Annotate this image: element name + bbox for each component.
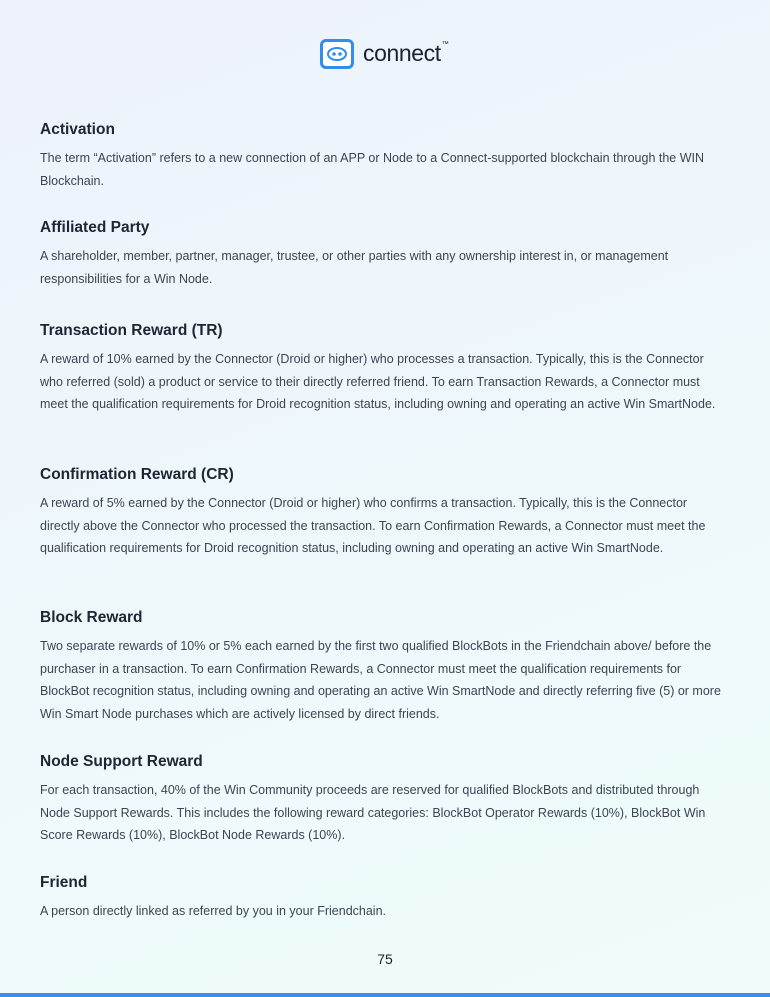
definition-text: A reward of 5% earned by the Connector (Droid or higher) who confirms a transaction. Typically, this is the Connector directly above the Connector who processed the transaction. To earn Confirmation Rewards, a Connector must meet the qualification requirements for Droid recognition status, including owning and operating an active Win SmartNode. <box>40 496 706 556</box>
definition-term: Activation <box>40 121 115 138</box>
definition-text: For each transaction, 40% of the Win Community proceeds are reserved for qualified BlockBots and distributed through Node Support Rewards. This includes the following reward categories: BlockBot Operator Rewards (10%), BlockBot Win Score Rewards (10%), BlockBot Node Rewards (10%). <box>40 783 706 843</box>
definition-node-support-reward <box>40 752 730 847</box>
definition-text: A reward of 10% earned by the Connector (Droid or higher) who processes a transaction. Typically, this is the Connector who referred (sold) a product or service to their directly referred friend. To earn Transaction Rewards, a Connector must meet the qualification requirements for Droid recognition status, including owning and operating an active Win SmartNode. <box>40 352 716 412</box>
definition-term: Confirmation Reward (CR) <box>40 466 234 483</box>
definition-text: Two separate rewards of 10% or 5% each earned by the first two qualified BlockBots in the Friendchain above/ before the purchaser in a transaction. To earn Confirmation Rewards, a Connector must meet the qualification requirements for BlockBot recognition status, including owning and operating an active Win SmartNode and directly referring five (5) or more Win Smart Node purchases which are actively licensed by direct friends. <box>40 639 721 722</box>
eye-bot-icon <box>320 39 354 69</box>
definition-term: Node Support Reward <box>40 753 203 770</box>
definition-activation <box>40 120 730 192</box>
definition-term: Affiliated Party <box>40 219 150 236</box>
definition-term: Block Reward <box>40 609 143 626</box>
page-number: 75 <box>377 951 393 967</box>
definition-text: A person directly linked as referred by you in your Friendchain. <box>40 904 387 918</box>
definition-term: Transaction Reward (TR) <box>40 322 223 339</box>
definition-confirmation-reward <box>40 465 730 560</box>
definition-friend <box>40 873 730 923</box>
definition-text: A shareholder, member, partner, manager, trustee, or other parties with any ownership interest in, or management responsibilities for a Win Node. <box>40 249 669 286</box>
bottom-accent-bar <box>0 993 770 997</box>
definition-block-reward <box>40 608 730 726</box>
definition-affiliated-party <box>40 218 730 290</box>
definition-text: The term “Activation” refers to a new connection of an APP or Node to a Connect-supported blockchain through the WIN Blockchain. <box>40 151 705 188</box>
definition-term: Friend <box>40 874 88 891</box>
logo-wordmark: connect™ <box>363 39 449 66</box>
connect-logo <box>320 39 448 69</box>
definition-transaction-reward <box>40 321 730 416</box>
